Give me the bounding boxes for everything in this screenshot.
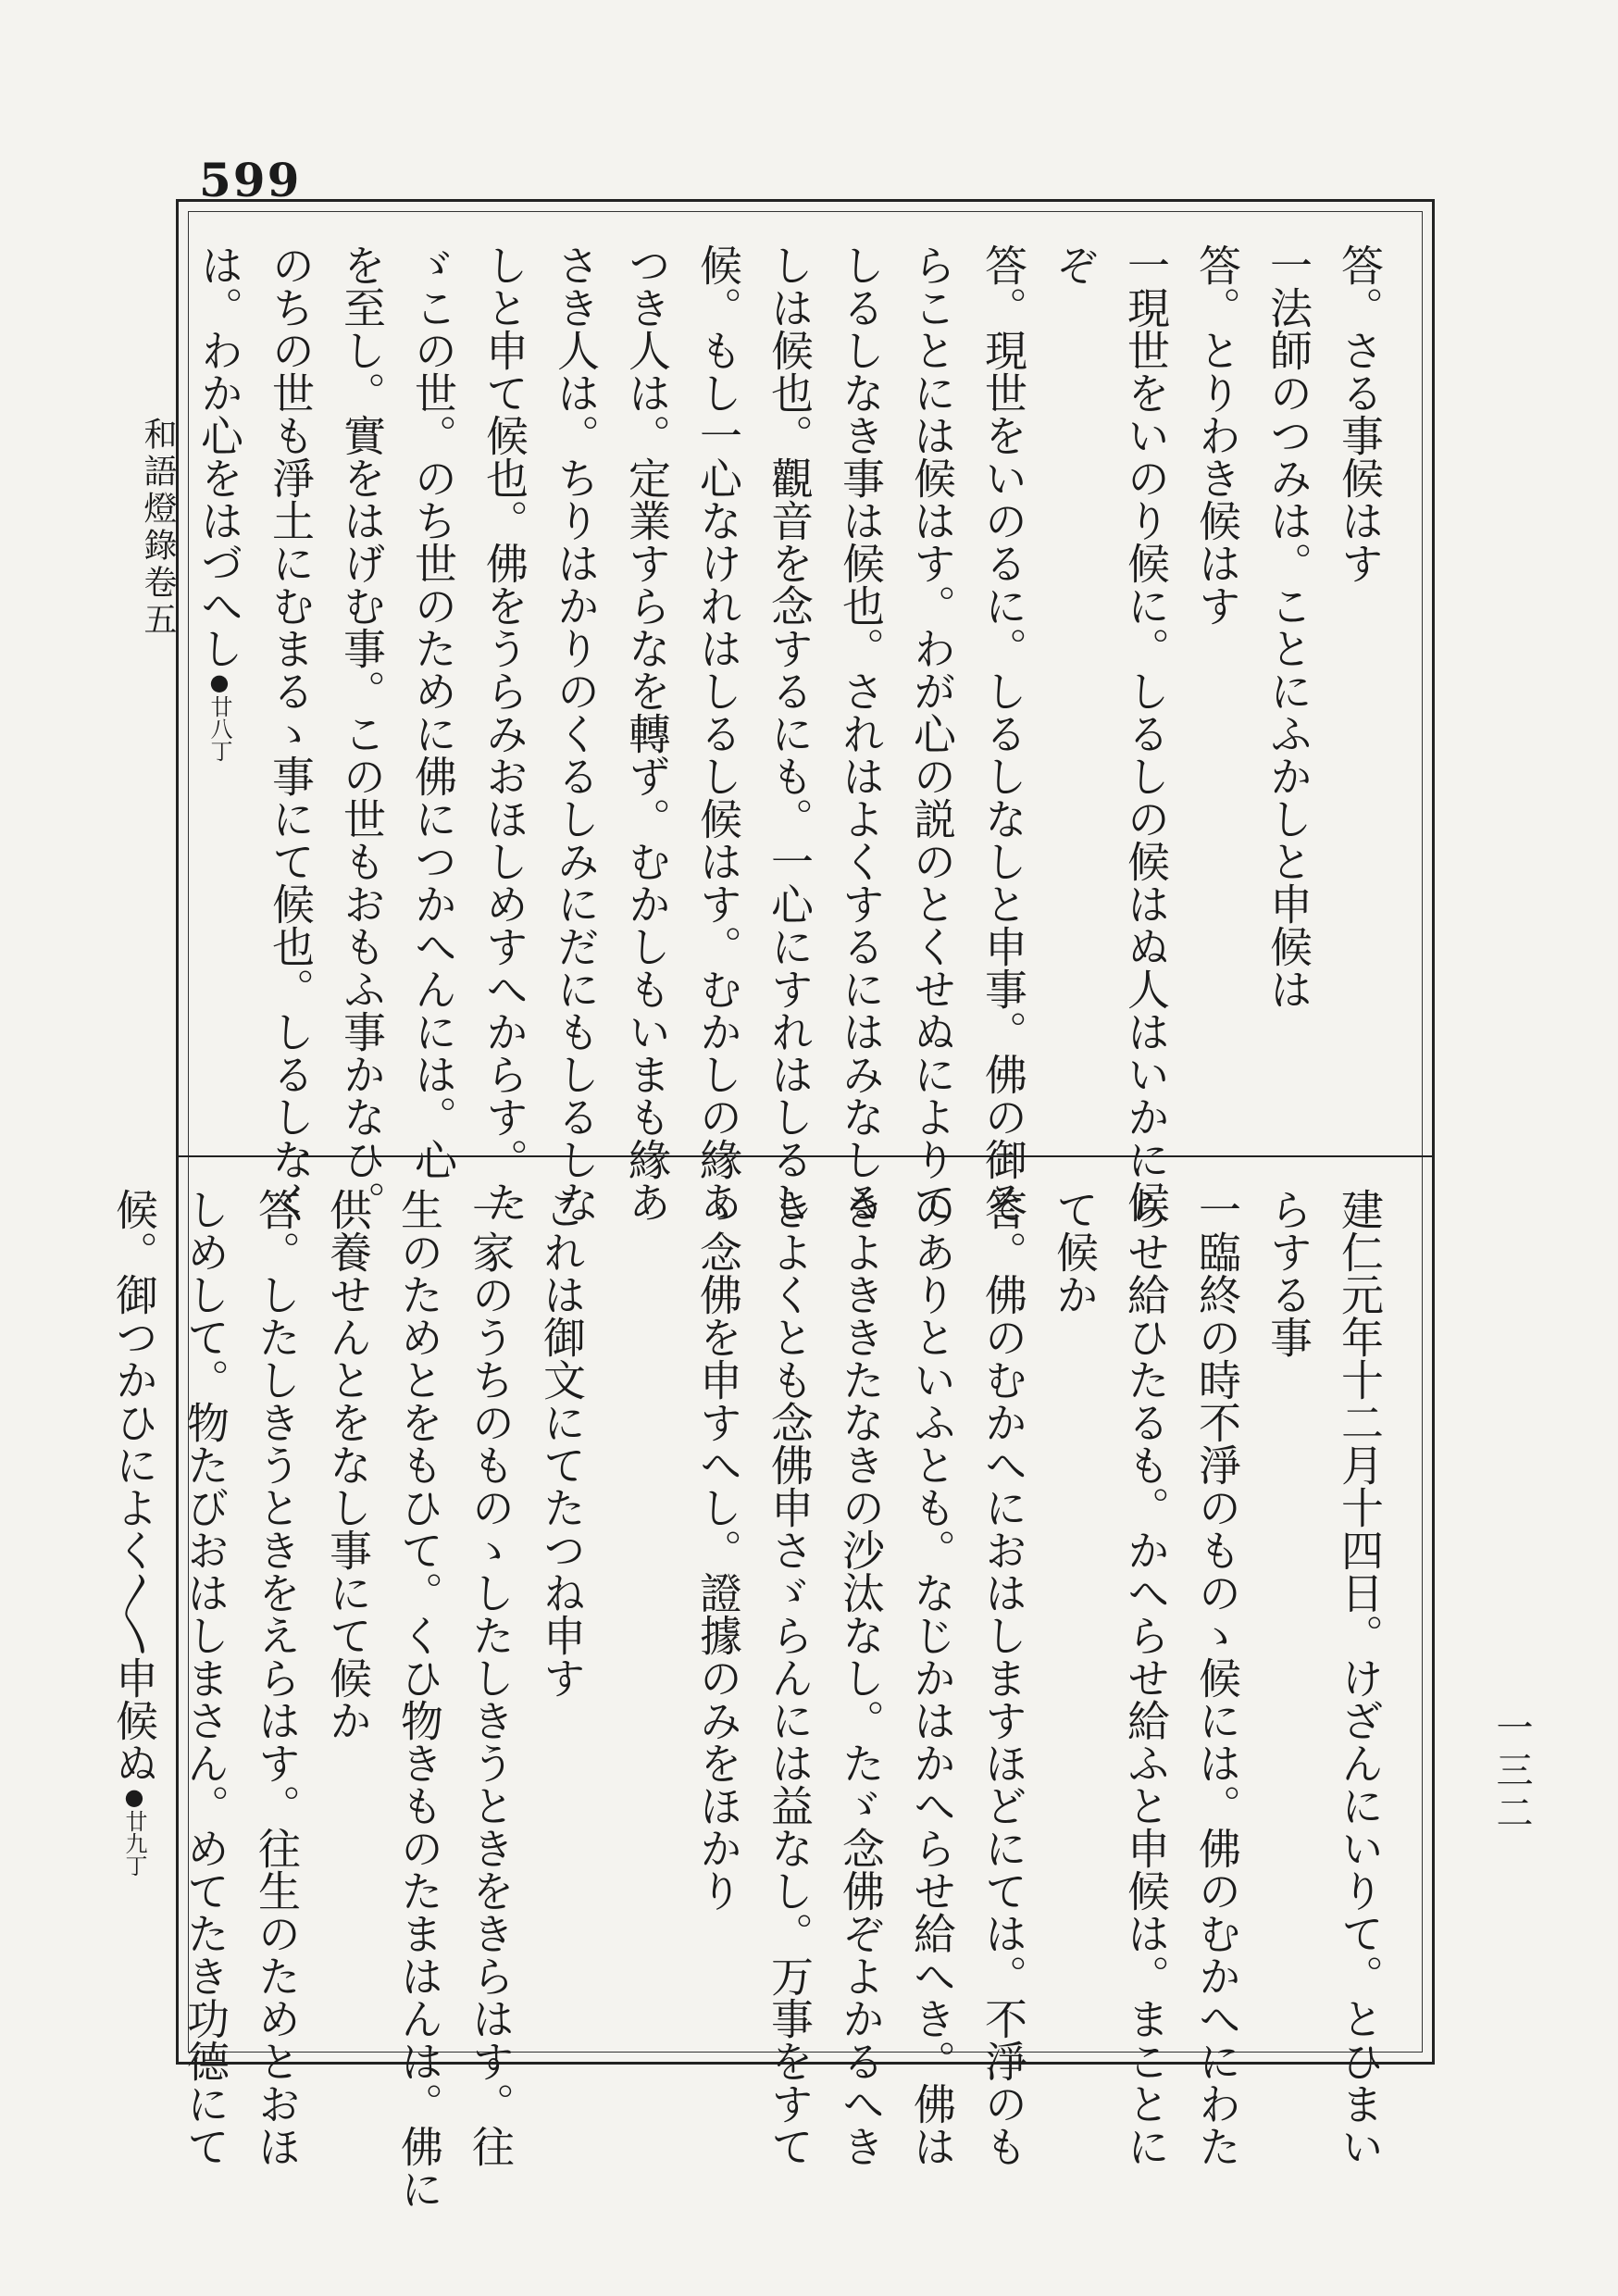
line-text: て候か	[1050, 1188, 1100, 1316]
line-text: 一法師のつみは。ことにふかしと申候は	[1263, 243, 1313, 1010]
line-text: 候。御つかひによく〳〵申候ぬ	[109, 1188, 159, 1784]
text-line	[383, 1188, 454, 2210]
line-text: つき人は。定業すらなを轉ず。むかしもいまも緣あ	[622, 243, 672, 1223]
line-text: 一家のうちのものゝしたしきうときをきらはす。往	[466, 1188, 516, 2167]
folio-marker: ●廿八丁	[206, 669, 232, 762]
text-line	[397, 243, 468, 1180]
text-line	[183, 243, 255, 1123]
line-text: らする事	[1263, 1188, 1313, 1358]
text-line	[241, 1188, 312, 2167]
text-line	[1039, 1188, 1110, 2040]
line-text: 一現世をいのり候に。しるしの候はぬ人はいかに候	[1121, 243, 1171, 1223]
line-text: のありといふとも。なじかはかへらせ給へき。佛は	[907, 1188, 957, 2167]
text-line	[825, 1188, 896, 2167]
text-line	[454, 1188, 526, 2167]
line-text: らことには候はす。わが心の説のとくせぬによりて	[907, 243, 957, 1223]
text-line	[1252, 1188, 1324, 2040]
folio-number: 一三二	[1490, 1708, 1533, 1836]
line-text: ゞこの世。のち世のために佛につかへんには。心	[408, 243, 458, 1180]
line-text: しるしなき事は候也。されはよくするにはみなしる	[836, 243, 886, 1223]
line-text: 一臨終の時不淨のものゝ候には。佛のむかへにわた	[1192, 1188, 1242, 2167]
line-text: さき人は。ちりはかりのくるしみにだにもしるしな	[551, 243, 601, 1223]
line-text: を至し。實をはげむ事。この世もおもふ事かなひ。	[337, 243, 387, 1223]
page-number: 599	[199, 153, 302, 207]
text-line	[611, 243, 682, 1223]
text-line	[1324, 243, 1395, 1123]
line-text: らせ給ひたるも。かへらせ給ふと申候は。まことに	[1121, 1188, 1171, 2167]
text-line	[1039, 243, 1110, 1123]
line-text: ゝ念佛を申すへし。證據のみをほかり	[693, 1188, 743, 1912]
lower-tier	[109, 1188, 1395, 2210]
line-text: は。わか心をはづへし	[194, 243, 244, 669]
text-line	[98, 1188, 169, 2040]
upper-tier	[194, 243, 1395, 1223]
line-text: 答。佛のむかへにおはしますほどにては。不淨のも	[978, 1188, 1028, 2167]
line-text: しは候也。觀音を念するにも。一心にすれはしるし	[765, 243, 815, 1223]
line-text: 答。したしきうときをえらはす。往生のためとおほ	[252, 1188, 302, 2167]
text-line	[526, 1188, 682, 2040]
text-line	[967, 1188, 1039, 2167]
line-text: 建仁元年十二月十四日。けざんにいりて。とひまい	[1335, 1188, 1385, 2167]
line-text: 候。もし一心なけれはしるし候はす。むかしの緣あ	[693, 243, 743, 1223]
line-text: 答。さる事候はす	[1335, 243, 1385, 584]
line-text: 供養せんとをなし事にて候か	[323, 1188, 373, 1741]
text-line	[1181, 243, 1252, 1123]
text-line	[896, 243, 967, 1223]
line-text: のちの世も淨土にむまるゝ事にて候也。しるしなく	[266, 243, 316, 1223]
folio-marker: ●廿九丁	[121, 1784, 147, 1877]
running-head: 和語燈錄卷五	[139, 417, 177, 639]
text-line	[896, 1188, 967, 2167]
line-text: 答。とりわき候はす	[1192, 243, 1242, 627]
text-line	[169, 1188, 241, 2167]
text-line	[1181, 1188, 1252, 2167]
text-line	[468, 243, 540, 1223]
text-line	[753, 1188, 825, 2167]
text-line	[682, 243, 753, 1223]
line-text: きよききたなきの沙汰なし。たゞ念佛ぞよかるへき	[836, 1188, 886, 2167]
text-line	[1252, 243, 1324, 1123]
line-text: これは御文にてたつね申す	[537, 1188, 587, 1699]
text-line	[753, 243, 825, 1223]
line-text: しめして。物たびおはしまさん。めてたき功德にて	[180, 1188, 230, 2167]
text-line	[967, 243, 1039, 1223]
line-text: ぞ	[1050, 243, 1100, 286]
text-line	[825, 243, 896, 1223]
text-line	[326, 243, 397, 1223]
text-line	[255, 243, 326, 1223]
text-line	[1324, 1188, 1395, 2167]
text-line	[682, 1188, 753, 2040]
text-line	[1110, 1188, 1181, 2167]
text-line	[540, 243, 611, 1223]
text-line	[1110, 243, 1181, 1223]
text-line	[312, 1188, 383, 2040]
line-text: しと申て候也。佛をうらみおほしめすへからす。た	[479, 243, 529, 1223]
line-text: 生のためとをもひて。くひ物きものたまはんは。佛に	[394, 1188, 444, 2210]
line-text: 答。現世をいのるに。しるしなしと申事。佛の御そ	[978, 243, 1028, 1223]
line-text: きよくとも念佛申さゞらんには益なし。万事をすて	[765, 1188, 815, 2167]
